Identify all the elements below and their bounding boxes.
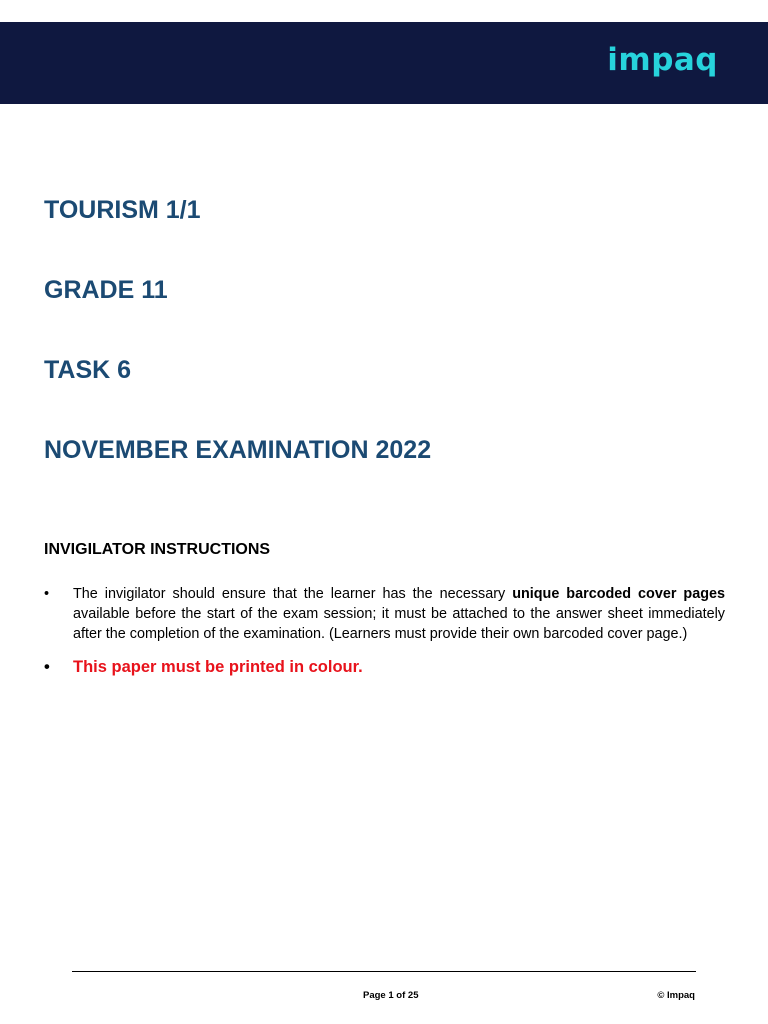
subject-title: TOURISM 1/1	[44, 196, 201, 224]
grade-title: GRADE 11	[44, 276, 168, 304]
exam-title: NOVEMBER EXAMINATION 2022	[44, 436, 432, 464]
instruction-text-start: The invigilator should ensure that the learner has the necessary	[73, 586, 513, 602]
instruction-text-bold: unique barcoded cover pages	[512, 586, 725, 602]
instruction-text-end: available before the start of the exam session; it must be attached to the answer sheet immediately after the completion of the examination. (Learners must provide their own barcoded cover page.)	[73, 606, 725, 642]
impaq-logo: impaq	[607, 42, 718, 78]
total-pages: 25	[407, 990, 419, 1001]
print-colour-warning: This paper must be printed in colour.	[73, 658, 363, 676]
current-page: 1	[388, 990, 394, 1001]
footer-divider	[72, 971, 696, 972]
task-title: TASK 6	[44, 356, 132, 384]
copyright-notice: © Impaq	[657, 990, 695, 1001]
bullet-icon: •	[44, 586, 50, 602]
instructions-list	[44, 584, 725, 678]
bullet-icon: •	[44, 658, 50, 676]
page-number: Page 1 of 25	[363, 990, 419, 1001]
instructions-heading: INVIGILATOR INSTRUCTIONS	[44, 541, 271, 558]
header-band	[0, 22, 768, 104]
instruction-print-colour	[44, 656, 725, 678]
instruction-barcode-cover	[44, 584, 725, 644]
